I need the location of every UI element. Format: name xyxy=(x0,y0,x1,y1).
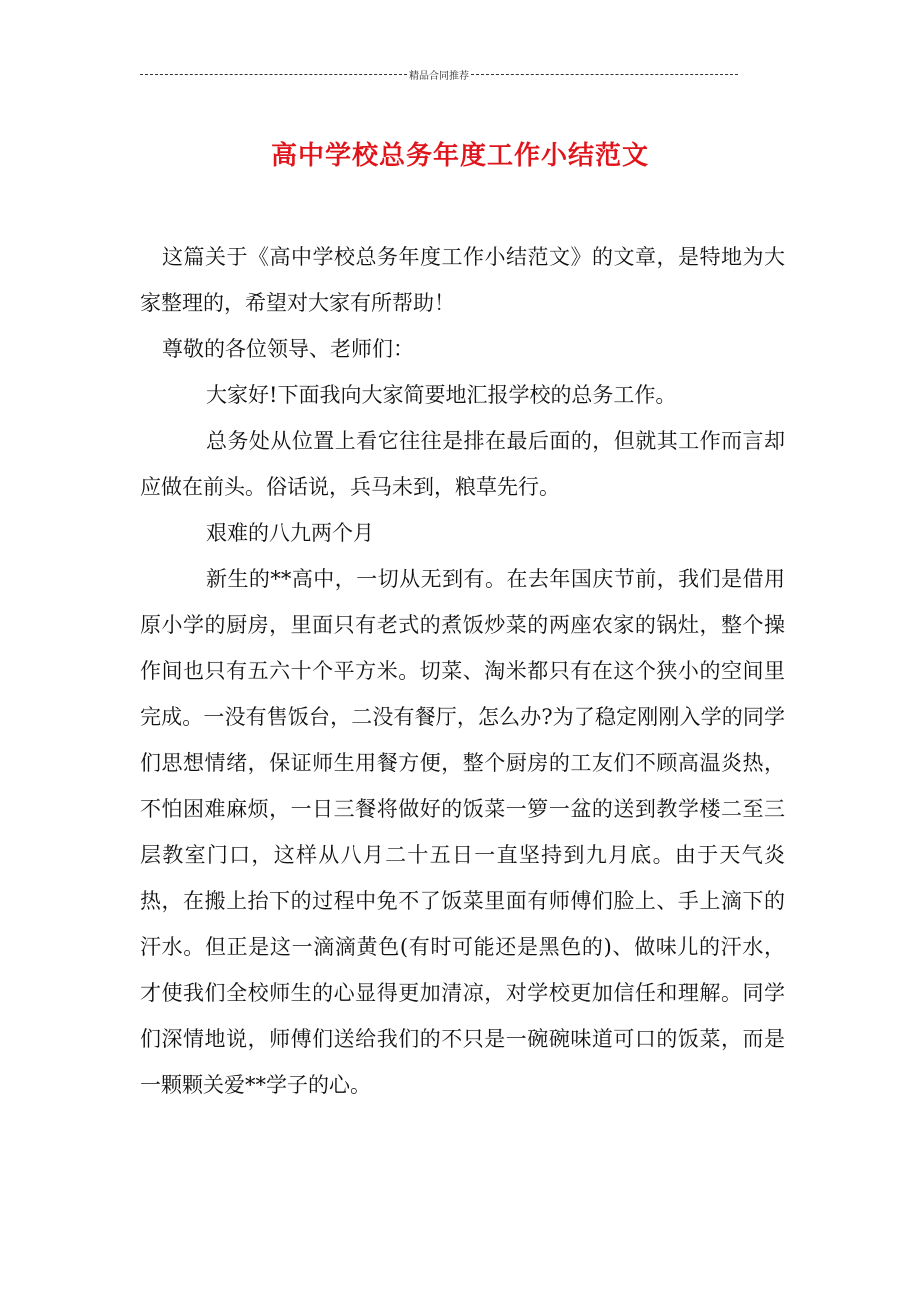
paragraph-general-affairs: 总务处从位置上看它往往是排在最后面的，但就其工作而言却应做在前头。俗话说，兵马未到，粮草先行。 xyxy=(140,429,785,499)
header-rule xyxy=(140,65,738,83)
header-dash-right xyxy=(471,74,738,75)
paragraph-intro: 这篇关于《高中学校总务年度工作小结范文》的文章，是特地为大家整理的，希望对大家有所帮助！ xyxy=(140,245,785,315)
section-heading: 艰难的八九两个月 xyxy=(206,521,374,545)
paragraph-greeting: 大家好!下面我向大家简要地汇报学校的总务工作。 xyxy=(206,383,677,407)
header-dash-left xyxy=(140,74,407,75)
document-body xyxy=(140,234,785,1108)
document-title: 高中学校总务年度工作小结范文 xyxy=(270,141,649,172)
header-label: 精品合同推荐 xyxy=(409,70,469,82)
paragraph-salutation: 尊敬的各位领导、老师们： xyxy=(162,337,414,361)
paragraph-new-school: 新生的**高中，一切从无到有。在去年国庆节前，我们是借用原小学的厨房，里面只有老式的煮饭炒菜的两座农家的锅灶，整个操作间也只有五六十个平方米。切菜、淘米都只有在这个狭小的空间里完成。一没有售饭台，二没有餐厅，怎么办?为了稳定刚刚入学的同学们思想情绪，保证师生用餐方便，整个厨房的工友们不顾高温炎热，不怕困难麻烦，一日三餐将做好的饭菜一箩一盆的送到教学楼二至三层教室门口，这样从八月二十五日一直坚持到九月底。由于天气炎热，在搬上抬下的过程中免不了饭菜里面有师傅们脸上、手上滴下的汗水。但正是这一滴滴黄色(有时可能还是黑色的)、做味儿的汗水，才使我们全校师生的心显得更加清凉，对学校更加信任和理解。同学们深情地说，师傅们送给我们的不只是一碗碗味道可口的饭菜，而是一颗颗关爱**学子的心。 xyxy=(140,567,785,1097)
